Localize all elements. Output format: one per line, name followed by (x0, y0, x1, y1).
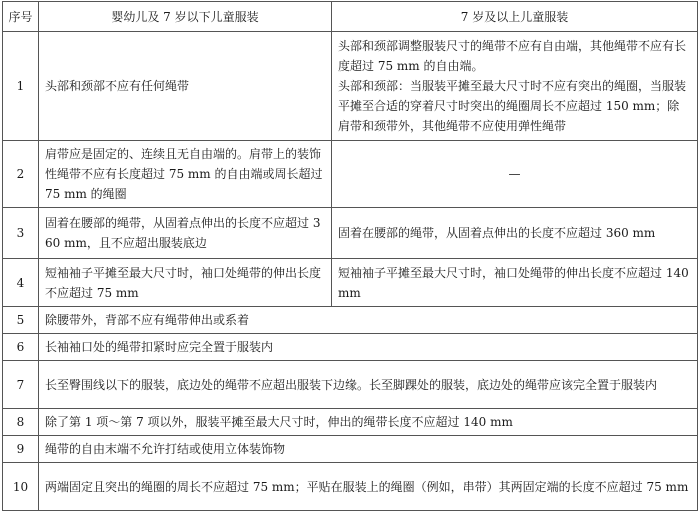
table-row (3, 307, 698, 334)
child-requirement: — (332, 141, 698, 208)
child-requirement: 短袖袖子平摊至最大尺寸时，袖口处绳带的伸出长度不应超过 140 mm (332, 259, 698, 307)
child-requirement (332, 32, 698, 141)
table-row (3, 208, 698, 259)
infant-requirement: 短袖袖子平摊至最大尺寸时，袖口处绳带的伸出长度不应超过 75 mm (39, 259, 332, 307)
shared-requirement: 长至臀围线以下的服装，底边处的绳带不应超出服装下边缘。长至脚踝处的服装，底边处的绳带应该完全置于服装内 (39, 361, 698, 409)
row-number: 4 (3, 259, 39, 307)
table-row (3, 361, 698, 409)
child-requirement: 固着在腰部的绳带，从固着点伸出的长度不应超过 360 mm (332, 208, 698, 259)
drawstring-requirements-table (2, 1, 698, 511)
shared-requirement: 长袖袖口处的绳带扣紧时应完全置于服装内 (39, 334, 698, 361)
row-number: 8 (3, 409, 39, 436)
table-row (3, 141, 698, 208)
table-header-row (3, 2, 698, 32)
row-number: 1 (3, 32, 39, 141)
row-number: 6 (3, 334, 39, 361)
table-row (3, 409, 698, 436)
infant-requirement: 头部和颈部不应有任何绳带 (39, 32, 332, 141)
table-row (3, 259, 698, 307)
shared-requirement: 绳带的自由末端不允许打结或使用立体装饰物 (39, 436, 698, 463)
table-row (3, 334, 698, 361)
row-number: 10 (3, 463, 39, 511)
shared-requirement: 两端固定且突出的绳圈的周长不应超过 75 mm；平贴在服装上的绳圈（例如，串带）其两固定端的长度不应超过 75 mm (39, 463, 698, 511)
table-row (3, 436, 698, 463)
row-number: 3 (3, 208, 39, 259)
shared-requirement: 除腰带外，背部不应有绳带伸出或系着 (39, 307, 698, 334)
header-infant-clothing: 婴幼儿及 7 岁以下儿童服装 (39, 2, 332, 32)
infant-requirement: 固着在腰部的绳带，从固着点伸出的长度不应超过 360 mm，且不应超出服装底边 (39, 208, 332, 259)
child-requirement-line: 头部和颈部：当服装平摊至最大尺寸时不应有突出的绳圈，当服装平摊至合适的穿着尺寸时突出的绳圈周长不应超过 150 mm；除肩带和颈带外，其他绳带不应使用弹性绳带 (338, 79, 687, 133)
row-number: 2 (3, 141, 39, 208)
shared-requirement: 除了第 1 项～第 7 项以外，服装平摊至最大尺寸时，伸出的绳带长度不应超过 140 mm (39, 409, 698, 436)
row-number: 5 (3, 307, 39, 334)
table-row (3, 463, 698, 511)
row-number: 9 (3, 436, 39, 463)
row-number: 7 (3, 361, 39, 409)
infant-requirement: 肩带应是固定的、连续且无自由端的。肩带上的装饰性绳带不应有长度超过 75 mm 的自由端或周长超过 75 mm 的绳圈 (39, 141, 332, 208)
header-serial-number: 序号 (3, 2, 39, 32)
header-child-clothing: 7 岁及以上儿童服装 (332, 2, 698, 32)
child-requirement-line: 头部和颈部调整服装尺寸的绳带不应有自由端，其他绳带不应有长度超过 75 mm 的自由端。 (338, 39, 687, 73)
table-row (3, 32, 698, 141)
